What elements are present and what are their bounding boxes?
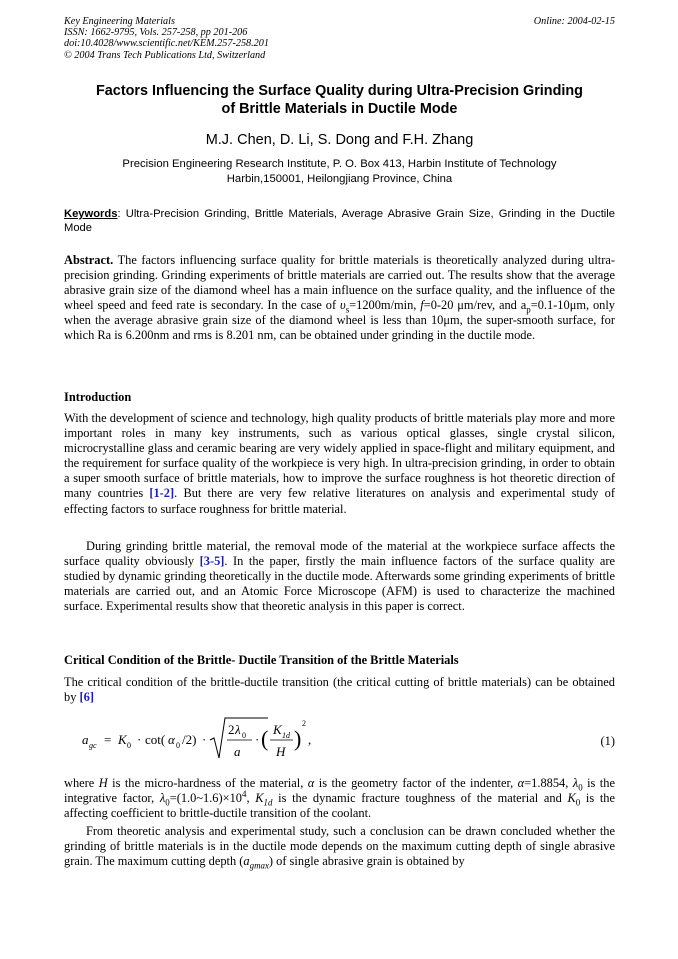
doi-line: doi:10.4028/www.scientific.net/KEM.257-258.201 [64,38,269,50]
affiliation [64,157,615,186]
critical-depth-formula [82,712,382,774]
section-heading: Critical Condition of the Brittle- Ductile Transition of the Brittle Materials [64,653,459,667]
svg-text:/2): /2) [182,732,197,747]
online-date: Online: 2004-02-15 [533,16,615,27]
svg-text:a: a [234,744,241,759]
affiliation-line-1: Precision Engineering Research Institute, P. O. Box 413, Harbin Institute of Technology [122,158,557,170]
introduction-paragraph-1: With the development of science and technology, high quality products of brittle materials play more and more important roles in many key instruments, such as various optical glasses, single crystal silicon, microcrystalline glass and ceramic bearing are very widely applied in space-flight and military equipment, and the requirement for surface quality of the workpiece is very high. In ultra-precision grinding, in order to obtain a super smooth surface of brittle materials, how to improve the surface roughness is hot theoretic direction of many countries [1-2]. But there are very few relative literatures on analysis and experimental study of effecting factors to surface roughness for brittle material. [64,411,615,516]
svg-text:,: , [308,732,312,747]
running-header [64,16,615,61]
keywords-text: Ultra-Precision Grinding, Brittle Materials, Average Abrasive Grain Size, Grinding in the Ductile Mode [64,208,615,235]
equation-1 [64,712,615,774]
svg-text:(: ( [261,726,269,751]
abstract-label: Abstract. [64,253,114,267]
svg-text:α: α [168,732,175,747]
citation-link[interactable]: [3-5] [199,554,225,569]
citation-link[interactable]: [6] [79,690,94,705]
keywords-label: Keywords [64,208,118,220]
title-line-2: of Brittle Materials in Ductile Mode [221,101,458,117]
section-paragraph-3: From theoretic analysis and experimental study, such a conclusion can be drawn concluded whether the grinding of brittle materials is in the ductile mode depends on the maximum cutting depth of single abrasive grain. The maximum cutting depth $(a_{gmax})$ of single abrasive grain is obtained by [64,824,615,871]
section-paragraph-2: where H is the micro-hardness of the material, α is the geometry factor of the indenter, α=1.8854, $\lambda_0$ is the integrative factor, $\lambda_0=(1.0\sim 1.6)\times 10^4$, $K_{1d}$ is the dynamic fracture toughness of the material and $K_0$ is the affecting coefficient to brittle-ductile transition of the coolant. [64,776,615,821]
svg-text:gc: gc [89,741,97,750]
paper-title [64,82,615,118]
svg-text:·: · [202,732,207,747]
svg-text:0: 0 [127,741,131,750]
svg-text:=: = [104,732,112,747]
title-line-1: Factors Influencing the Surface Quality during Ultra-Precision Grinding [96,83,583,99]
copyright-line: © 2004 Trans Tech Publications Ltd, Switzerland [64,49,266,61]
svg-text:0: 0 [176,741,180,750]
svg-text:0: 0 [242,731,246,740]
svg-text:1d: 1d [282,731,290,740]
author-list: M.J. Chen, D. Li, S. Dong and F.H. Zhang [205,132,474,148]
section-paragraph-1: The critical condition of the brittle-ductile transition (the critical cutting of brittle materials) can be obtained by [6] [64,675,615,705]
affiliation-line-2: Harbin,150001, Heilongjiang Province, China [226,172,453,185]
citation-link[interactable]: [1-2] [149,486,175,501]
journal-name: Key Engineering Materials [64,16,175,27]
abstract: Abstract. The factors influencing surface quality for brittle materials is theoretically analyzed during ultra-precision grinding. Grinding experiments of brittle materials are carried out. The results show that the average abrasive grain size of the diamond wheel has a main influence on the surface quality, and the influence of the wheel speed and feed rate is secondary. In the case of $\upsilon_s=1200m/\min$, f=0-20 μm/rev, and $a_p=0.1-10\mu m$, only when the average abrasive grain size of the diamond wheel is less than 10μm, the super-smooth surface, for which Ra is 6.200nm and rms is 8.201 nm, can be obtained under grinding in the ductile mode. [64,253,615,343]
svg-text:2: 2 [302,719,306,728]
svg-text:a: a [82,732,89,747]
svg-text:H: H [276,744,286,759]
svg-text:K: K [118,732,127,747]
svg-text:2: 2 [228,722,235,737]
svg-text:K: K [273,722,282,737]
introduction-paragraph-2: During grinding brittle material, the removal mode of the material at the workpiece surface affects the surface quality obviously [3-5]. In the paper, firstly the main influence factors of the surface quality are studied by dynamic grinding theoretically in the ductile mode. Afterwards some grinding experiments of brittle materials are carried out, and an Atomic Force Microscope (AFM) is used to characterize the machined surface. Experimental results show that theoretic analysis in this paper is correct. [64,539,615,614]
introduction-heading: Introduction [64,390,132,404]
svg-text:λ: λ [235,722,241,737]
equation-number: (1) [600,734,615,748]
svg-text:·: · [255,732,260,747]
svg-text:): ) [294,726,302,751]
issn-line: ISSN: 1662-9795, Vols. 257-258, pp 201-206 [64,27,248,39]
svg-text:cot(: cot( [145,732,166,747]
svg-text:·: · [137,732,142,747]
keywords: Keywords: Ultra-Precision Grinding, Brittle Materials, Average Abrasive Grain Size, Grinding in the Ductile Mode [64,208,615,235]
